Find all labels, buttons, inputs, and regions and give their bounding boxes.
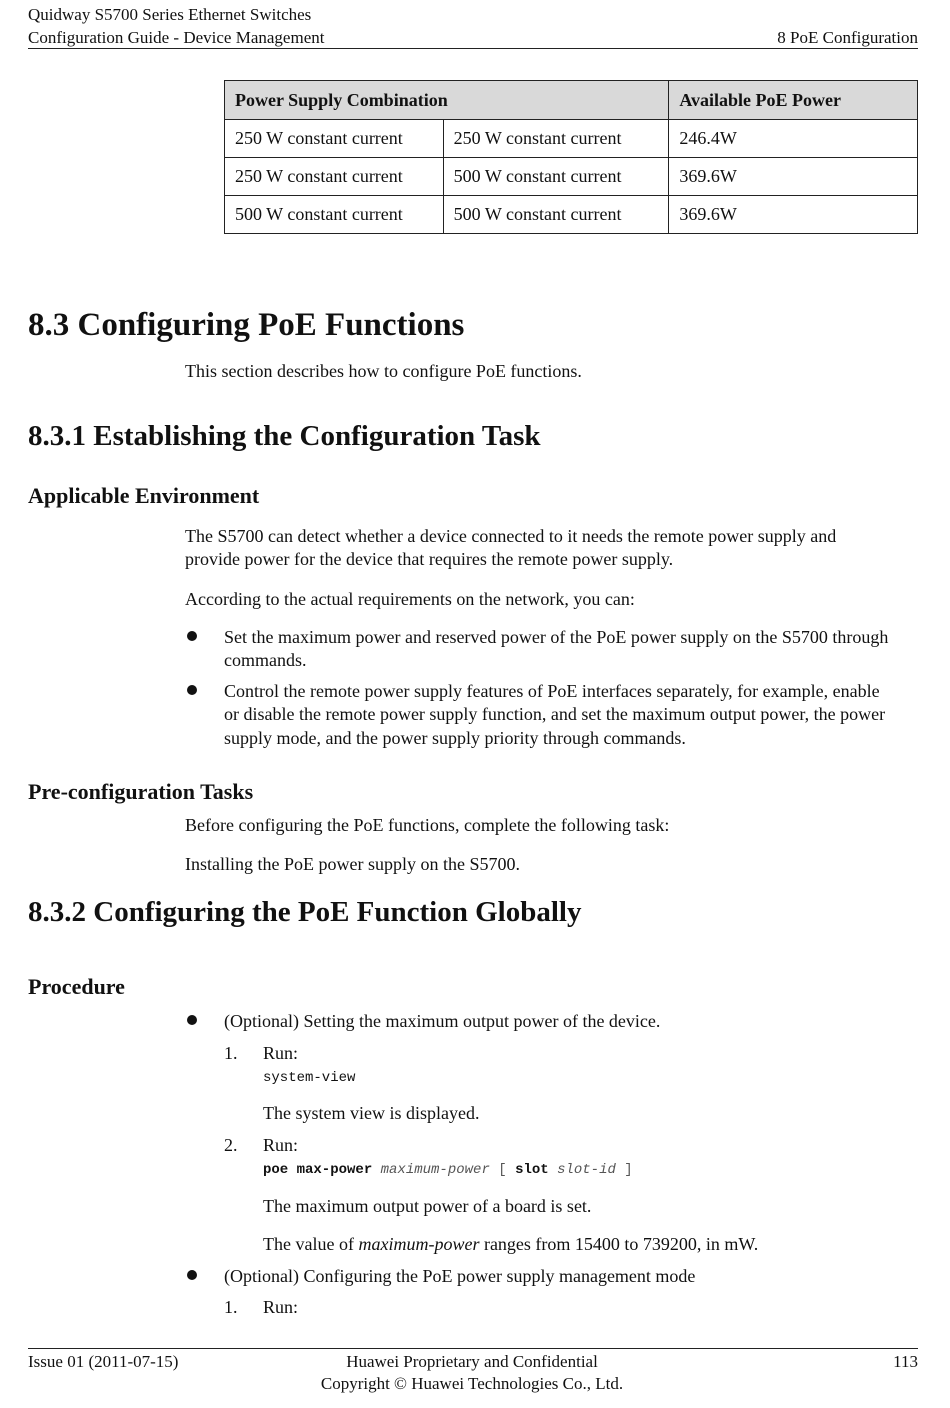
env-bullet-line: supply mode, and the power supply priority through commands. bbox=[224, 728, 686, 748]
applicable-environment-heading: Applicable Environment bbox=[28, 483, 260, 508]
table-cell: 369.6W bbox=[669, 196, 918, 234]
footer-rule bbox=[28, 1348, 918, 1349]
table-header-cell: Available PoE Power bbox=[669, 81, 918, 120]
procedure-bullet: (Optional) Configuring the PoE power supply management mode bbox=[224, 1266, 696, 1286]
step-description: The maximum output power of a board is set. bbox=[263, 1196, 592, 1216]
step-value-range bbox=[263, 1233, 758, 1257]
header-doc-subtitle: Configuration Guide - Device Management bbox=[28, 28, 325, 47]
step-number: 1. bbox=[224, 1297, 238, 1317]
table-row bbox=[225, 120, 918, 158]
table-cell: 246.4W bbox=[669, 120, 918, 158]
table-cell: 500 W constant current bbox=[443, 158, 669, 196]
table-header-row bbox=[225, 81, 918, 120]
table-cell: 500 W constant current bbox=[443, 196, 669, 234]
env-bullet-line: Set the maximum power and reserved power of the PoE power supply on the S5700 through bbox=[224, 627, 889, 647]
value-text: ranges from 15400 to 739200, in mW. bbox=[479, 1234, 759, 1254]
command-keyword: poe max-power bbox=[263, 1162, 373, 1178]
command-keyword: slot bbox=[515, 1162, 549, 1178]
env-paragraph-line: The S5700 can detect whether a device connected to it needs the remote power supply and bbox=[185, 526, 837, 546]
step-label: Run: bbox=[263, 1297, 299, 1317]
command-bracket: ] bbox=[624, 1162, 633, 1178]
table-cell: 250 W constant current bbox=[225, 120, 444, 158]
env-paragraph-line: provide power for the device that requires the remote power supply. bbox=[185, 549, 674, 569]
section-8-3-intro: This section describes how to configure PoE functions. bbox=[185, 361, 582, 381]
footer-copyright: Copyright © Huawei Technologies Co., Ltd. bbox=[320, 1374, 624, 1393]
env-bullet-line: Control the remote power supply features of PoE interfaces separately, for example, enable bbox=[224, 681, 880, 701]
header-doc-title: Quidway S5700 Series Ethernet Switches bbox=[28, 5, 312, 24]
step-number: 2. bbox=[224, 1135, 238, 1155]
env-bullet-line: commands. bbox=[224, 650, 307, 670]
bullet-dot bbox=[187, 631, 197, 641]
footer-proprietary: Huawei Proprietary and Confidential bbox=[346, 1352, 598, 1371]
env-paragraph: According to the actual requirements on the network, you can: bbox=[185, 589, 635, 609]
step-label: Run: bbox=[263, 1043, 299, 1063]
table-row bbox=[225, 196, 918, 234]
step-description: The system view is displayed. bbox=[263, 1103, 480, 1123]
header-rule bbox=[28, 48, 918, 49]
table-cell: 250 W constant current bbox=[443, 120, 669, 158]
bullet-dot bbox=[187, 685, 197, 695]
procedure-bullet: (Optional) Setting the maximum output power of the device. bbox=[224, 1011, 661, 1031]
step-number: 1. bbox=[224, 1043, 238, 1063]
bullet-dot bbox=[187, 1270, 197, 1280]
pre-paragraph: Before configuring the PoE functions, complete the following task: bbox=[185, 815, 670, 835]
value-text: The value of bbox=[263, 1234, 359, 1254]
value-argument: maximum-power bbox=[358, 1234, 480, 1254]
step-label: Run: bbox=[263, 1135, 299, 1155]
command-bracket: [ bbox=[498, 1162, 507, 1178]
procedure-heading: Procedure bbox=[28, 974, 125, 999]
command-system-view: system-view bbox=[263, 1070, 356, 1086]
page-number: 113 bbox=[893, 1352, 918, 1371]
command-poe-max-power bbox=[263, 1161, 633, 1179]
table-header-cell: Power Supply Combination bbox=[225, 81, 669, 120]
table-cell: 250 W constant current bbox=[225, 158, 444, 196]
table-row bbox=[225, 158, 918, 196]
pre-paragraph: Installing the PoE power supply on the S5700. bbox=[185, 854, 520, 874]
section-8-3-title: 8.3 Configuring PoE Functions bbox=[28, 307, 465, 343]
poe-power-table bbox=[224, 80, 918, 234]
header-chapter: 8 PoE Configuration bbox=[777, 28, 918, 47]
bullet-dot bbox=[187, 1015, 197, 1025]
command-argument: maximum-power bbox=[380, 1162, 490, 1178]
pre-configuration-heading: Pre-configuration Tasks bbox=[28, 779, 254, 804]
table-cell: 500 W constant current bbox=[225, 196, 444, 234]
env-bullet-line: or disable the remote power supply function, and set the maximum output power, the power bbox=[224, 704, 886, 724]
footer-issue: Issue 01 (2011-07-15) bbox=[28, 1352, 179, 1371]
section-8-3-2-title: 8.3.2 Configuring the PoE Function Globally bbox=[28, 896, 582, 928]
table-cell: 369.6W bbox=[669, 158, 918, 196]
command-argument: slot-id bbox=[557, 1162, 616, 1178]
section-8-3-1-title: 8.3.1 Establishing the Configuration Task bbox=[28, 420, 541, 452]
